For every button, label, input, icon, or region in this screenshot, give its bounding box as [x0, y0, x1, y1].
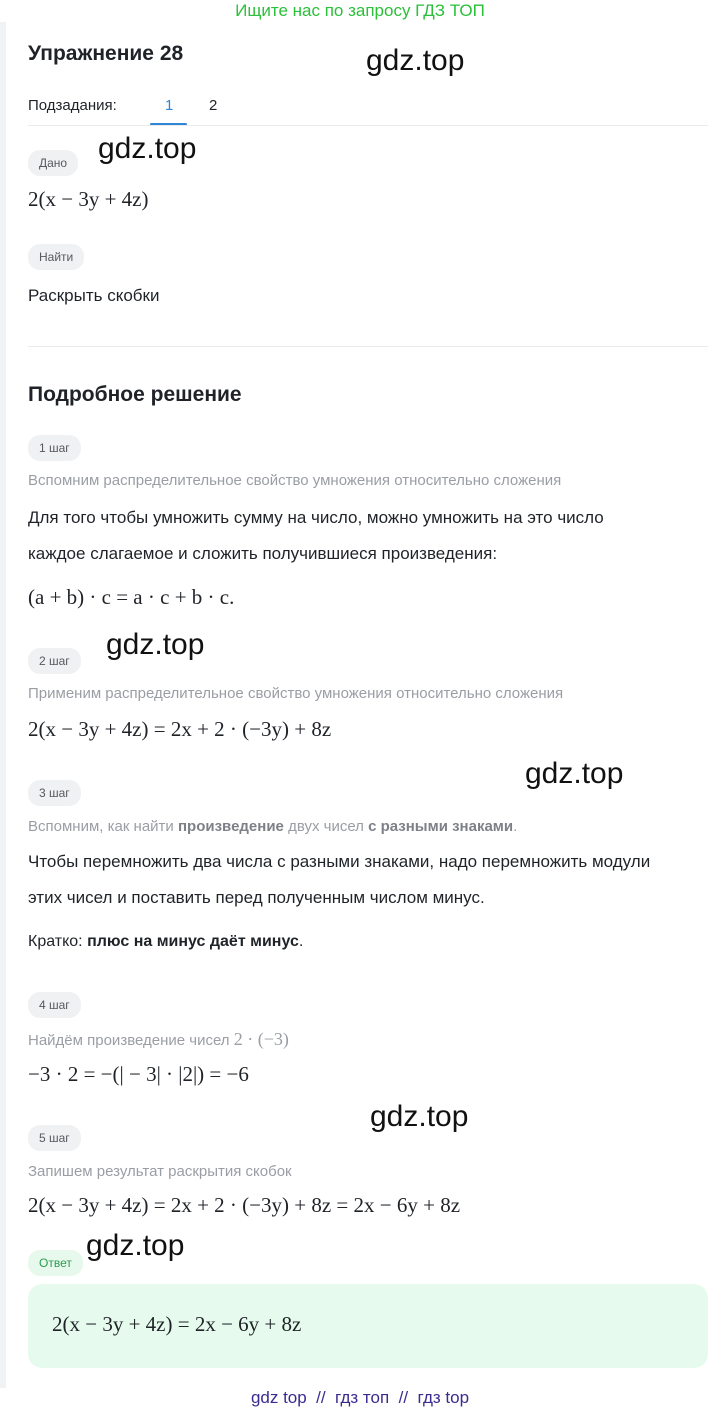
- step-1-chip: 1 шаг: [28, 435, 81, 461]
- page-title: Упражнение 28: [28, 42, 184, 65]
- watermark: gdz.top: [106, 628, 205, 661]
- step-1-line-1: Для того чтобы умножить сумму на число, можно умножить на это число: [28, 508, 604, 527]
- watermark: gdz.top: [98, 132, 197, 165]
- step-4-note: Найдём произведение чисел 2 · (−3): [28, 1029, 289, 1049]
- find-text: Раскрыть скобки: [28, 286, 160, 305]
- step-1-line-2: каждое слагаемое и сложить получившиеся произведения:: [28, 544, 498, 563]
- step-5-note: Запишем результат раскрытия скобок: [28, 1163, 292, 1180]
- answer-chip: Ответ: [28, 1250, 83, 1276]
- step-1-formula: (a + b) · c = a · c + b · c.: [28, 585, 235, 609]
- search-banner: Ищите нас по запросу ГДЗ ТОП: [235, 1, 485, 20]
- watermark: gdz.top: [370, 1100, 469, 1133]
- step-3-summary: Кратко: плюс на минус даёт минус.: [28, 933, 304, 950]
- step-5-formula: 2(x − 3y + 4z) = 2x + 2 · (−3y) + 8z = 2x − 6y + 8z: [28, 1193, 461, 1217]
- step-5-chip: 5 шаг: [28, 1125, 81, 1151]
- divider: [28, 346, 708, 347]
- find-chip: Найти: [28, 244, 84, 270]
- step-2-note: Применим распределительное свойство умножения относительно сложения: [28, 685, 564, 702]
- answer-formula: 2(x − 3y + 4z) = 2x − 6y + 8z: [52, 1312, 302, 1336]
- step-4-formula: −3 · 2 = −(| − 3| · |2|) = −6: [28, 1062, 249, 1086]
- step-3-chip: 3 шаг: [28, 780, 81, 806]
- tab-subtask-1[interactable]: 1: [165, 97, 174, 114]
- tab-subtask-2[interactable]: 2: [209, 97, 218, 114]
- step-3-line-1: Чтобы перемножить два числа с разными знаками, надо перемножить модули: [28, 852, 651, 871]
- footer-links[interactable]: gdz top // гдз топ // гдз top: [250, 1388, 470, 1407]
- watermark: gdz.top: [525, 757, 624, 790]
- given-expression: 2(x − 3y + 4z): [28, 187, 149, 211]
- card-edge: [0, 22, 6, 1388]
- watermark: gdz.top: [86, 1229, 185, 1262]
- step-4-chip: 4 шаг: [28, 992, 81, 1018]
- watermark: gdz.top: [366, 44, 465, 77]
- divider: [28, 125, 708, 126]
- given-chip: Дано: [28, 150, 78, 176]
- step-2-formula: 2(x − 3y + 4z) = 2x + 2 · (−3y) + 8z: [28, 717, 332, 741]
- step-3-line-2: этих чисел и поставить перед полученным числом минус.: [28, 888, 485, 907]
- step-1-note: Вспомним распределительное свойство умножения относительно сложения: [28, 472, 562, 489]
- solution-title: Подробное решение: [28, 383, 242, 406]
- subtasks-label: Подзадания:: [28, 97, 117, 114]
- step-2-chip: 2 шаг: [28, 648, 81, 674]
- step-3-note: Вспомним, как найти произведение двух чисел с разными знаками.: [28, 818, 518, 835]
